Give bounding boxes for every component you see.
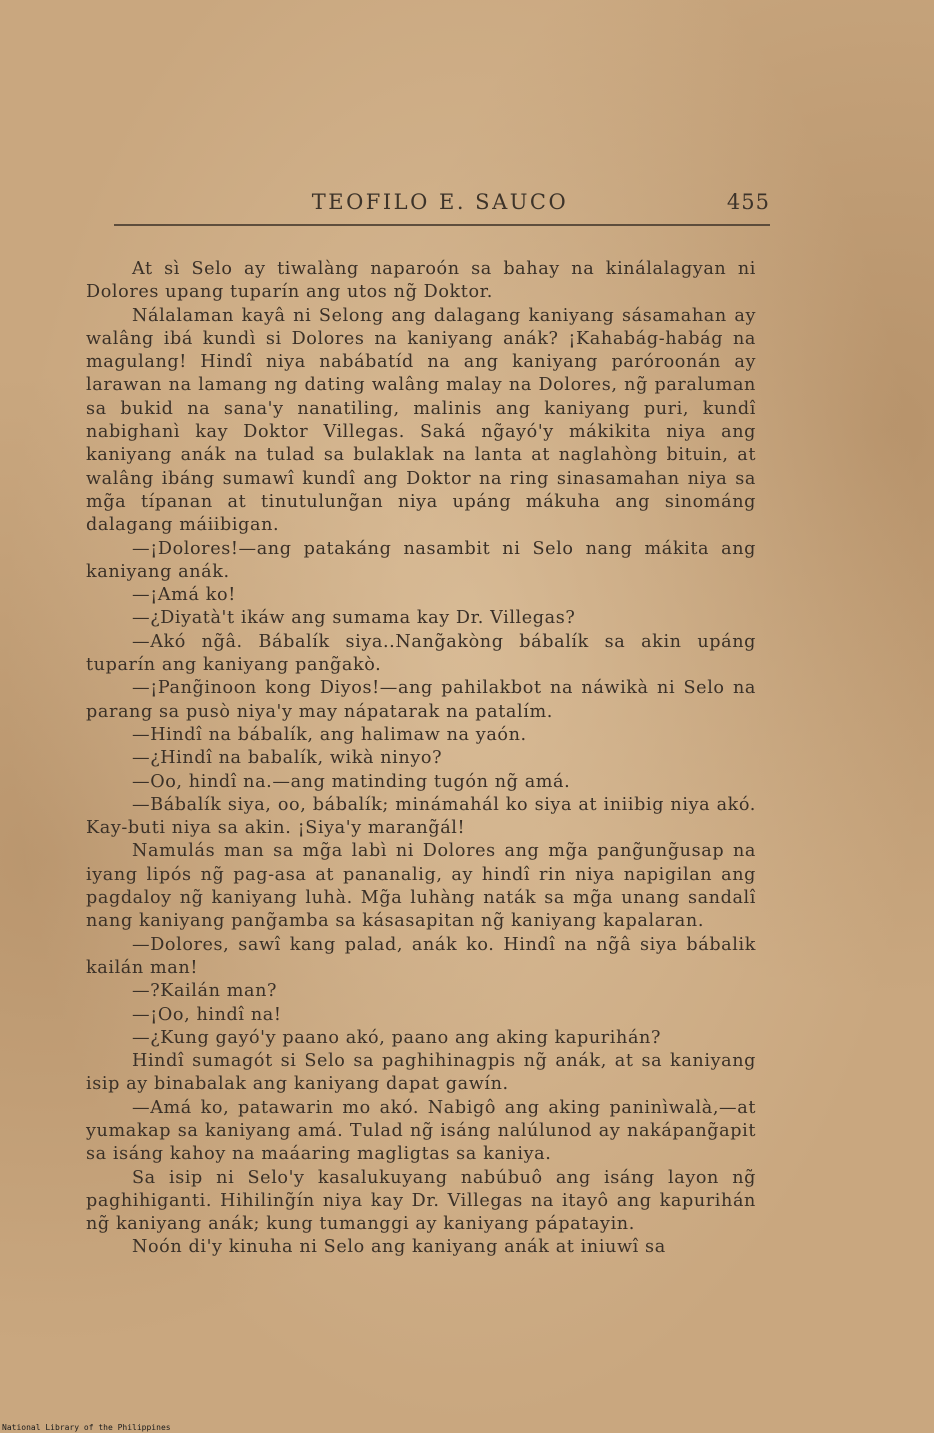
page-header bbox=[110, 190, 770, 220]
paragraph: Sa isip ni Selo'y kasalukuyang nabúbuô ang isáng layon ng̃ paghihiganti. Hihiling̃ín niya kay Dr. Villegas na itayô ang kapurihán ng̃ kaniyang anák; kung tumanggi ay kaniyang pápatayin. bbox=[86, 1167, 756, 1235]
source-footer: National Library of the Philippines bbox=[2, 1423, 171, 1432]
paragraph: —Oo, hindî na.—ang matinding tugón ng̃ amá. bbox=[132, 771, 571, 792]
paragraph: —?Kailán man? bbox=[132, 981, 278, 1002]
paragraph: —¡Pang̃inoon kong Diyos!—ang pahilakbot na náwikà ni Selo na parang sa pusò niya'y may nápatarak na patalím. bbox=[86, 678, 756, 722]
paragraph: —Bábalík siya, oo, bábalík; minámahál ko siya at iniibig niya akó. Kay-buti niya sa akin. ¡Siya'y marang̃ál! bbox=[86, 794, 756, 839]
header-rule bbox=[114, 224, 770, 226]
paragraph: —Hindî na bábalík, ang halimaw na yaón. bbox=[132, 724, 527, 745]
body-text bbox=[86, 258, 756, 1260]
paragraph: —Dolores, sawî kang palad, anák ko. Hindî na ng̃â siya bábalik kailán man! bbox=[86, 934, 756, 978]
paragraph: —¡Amá ko! bbox=[132, 585, 236, 606]
paragraph: —¿Diyatà't ikáw ang sumama kay Dr. Villegas? bbox=[132, 608, 576, 629]
paragraph: Hindî sumagót si Selo sa paghihinagpis ng̃ anák, at sa kaniyang isip ay binabalak ang kaniyang dapat gawín. bbox=[86, 1051, 756, 1095]
page-number: 455 bbox=[726, 190, 770, 214]
paragraph: —¿Kung gayó'y paano akó, paano ang aking kapurihán? bbox=[132, 1027, 661, 1048]
paragraph: Namulás man sa mg̃a labì ni Dolores ang mg̃a pang̃ung̃usap na iyang lipós ng̃ pag-asa at pananalig, ay hindî rin niya napigilan ang pagdaloy ng̃ kaniyang luhà. Mg̃a luhàng naták sa mg̃a unang sandalî nang kaniyang pang̃amba sa kásasapitan ng̃ kaniyang kapalaran. bbox=[86, 841, 756, 932]
paragraph: —¡Dolores!—ang patakáng nasambit ni Selo nang mákita ang kaniyang anák. bbox=[86, 538, 756, 582]
paragraph: —¡Oo, hindî na! bbox=[132, 1004, 282, 1025]
running-head-author: TEOFILO E. SAUCO bbox=[311, 190, 569, 214]
paragraph: —Akó ng̃â. Bábalík siya..Nang̃akòng bábalík sa akin upáng tuparín ang kaniyang pang̃akò. bbox=[86, 631, 756, 676]
paragraph: —Amá ko, patawarin mo akó. Nabigô ang aking paninìwalà,—at yumakap sa kaniyang amá. Tulad ng̃ isáng nalúlunod ay nakápang̃apit sa isáng kahoy na maáaring magligtas sa kaniya. bbox=[86, 1097, 756, 1165]
paragraph: Nálalaman kayâ ni Selong ang dalagang kaniyang sásamahan ay walâng ibá kundì si Dolores na kaniyang anák? ¡Kahabág-habág na magulang! Hindî niya nabábatíd na ang kaniyang paróroonán ay larawan na lamang ng dating walâng malay na Dolores, ng̃ paraluman sa bukid na sana'y nanatiling, malinis ang kaniyang puri, kundî nabighanì kay Doktor Villegas. Saká ng̃ayó'y mákikita niya ang kaniyang anák na tulad sa bulaklak na lanta at naglahòng bituin, at walâng ibáng sumawî kundî ang Doktor na ring sinasamahan niya sa mg̃a típanan at tinutulung̃an niya upáng mákuha ang sinománg dalagang máiibigan. bbox=[86, 305, 756, 536]
paragraph: Noón di'y kinuha ni Selo ang kaniyang anák at iniuwî sa bbox=[132, 1237, 666, 1258]
paragraph: —¿Hindî na babalík, wikà ninyo? bbox=[132, 748, 443, 769]
paragraph: At sì Selo ay tiwalàng naparoón sa bahay na kinálalagyan ni Dolores upang tuparín ang utos ng̃ Doktor. bbox=[86, 259, 756, 303]
